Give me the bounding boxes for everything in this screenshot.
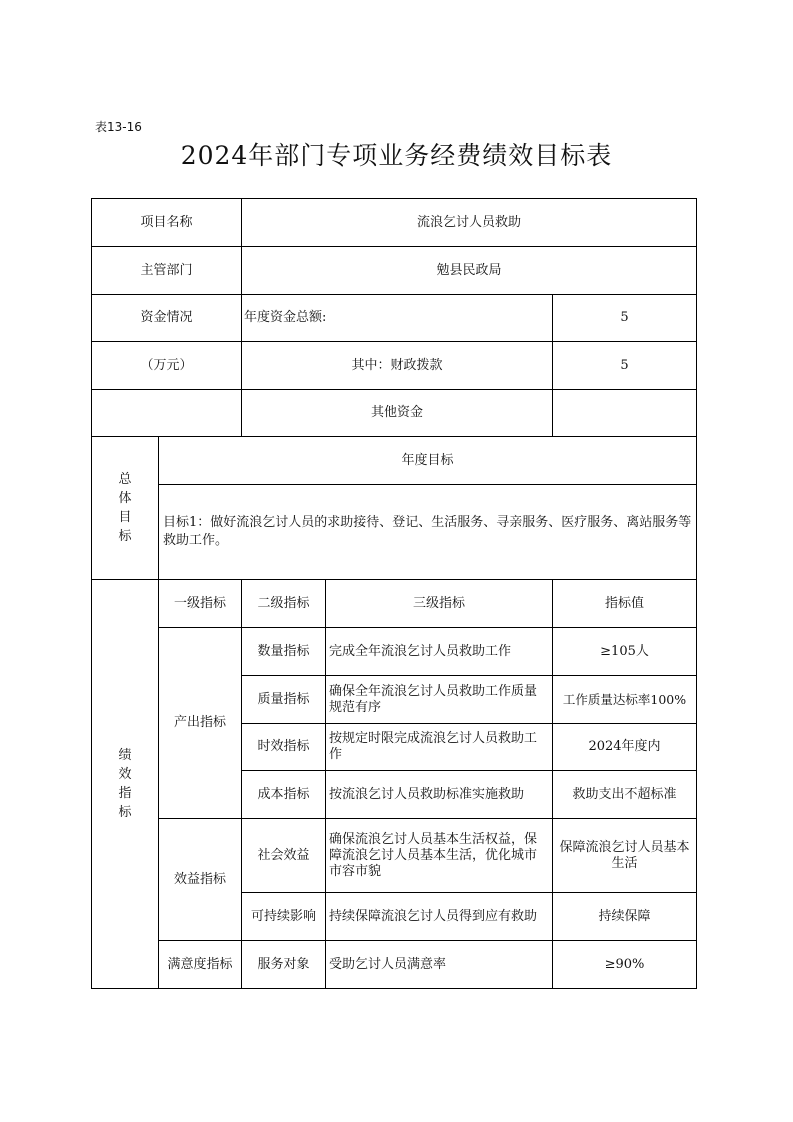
perf-indicator-label: 绩效指标 (92, 580, 159, 989)
level2-cell: 可持续影响 (242, 893, 326, 941)
other-fund-value (553, 390, 697, 437)
dept-value: 勉县民政局 (242, 247, 697, 295)
value-cell: ≥90% (553, 941, 697, 989)
empty-cell (92, 390, 242, 437)
fiscal-value: 5 (553, 342, 697, 390)
value-cell: 持续保障 (553, 893, 697, 941)
performance-table (91, 198, 697, 989)
fund-unit: （万元） (92, 342, 242, 390)
table-row (92, 941, 697, 989)
level3-cell: 持续保障流浪乞讨人员得到应有救助 (326, 893, 553, 941)
output-indicator-label: 产出指标 (159, 628, 242, 819)
value-cell: 救助支出不超标准 (553, 771, 697, 819)
fund-label: 资金情况 (92, 295, 242, 342)
annual-total-label: 年度资金总额: (242, 295, 553, 342)
project-name-value: 流浪乞讨人员救助 (242, 199, 697, 247)
level2-cell: 服务对象 (242, 941, 326, 989)
col-level2: 二级指标 (242, 580, 326, 628)
col-level1: 一级指标 (159, 580, 242, 628)
other-fund-label: 其他资金 (242, 390, 553, 437)
level3-cell: 按流浪乞讨人员救助标准实施救助 (326, 771, 553, 819)
level2-cell: 质量指标 (242, 676, 326, 724)
annual-goal-header: 年度目标 (159, 437, 697, 485)
value-cell: 工作质量达标率100% (553, 676, 697, 724)
value-cell: ≥105人 (553, 628, 697, 676)
fiscal-label: 其中：财政拨款 (242, 342, 553, 390)
row-fund-total (92, 295, 697, 342)
col-value: 指标值 (553, 580, 697, 628)
row-department (92, 247, 697, 295)
annual-goal-text: 目标1：做好流浪乞讨人员的求助接待、登记、生活服务、寻亲服务、医疗服务、离站服务等救助工作。 (159, 485, 697, 580)
project-name-label: 项目名称 (92, 199, 242, 247)
level3-cell: 确保流浪乞讨人员基本生活权益，保障流浪乞讨人员基本生活，优化城市市容市貌 (326, 819, 553, 893)
overall-goal-label: 总体目标 (92, 437, 159, 580)
annual-total-value: 5 (553, 295, 697, 342)
row-annual-goal-header (92, 437, 697, 485)
level3-cell: 按规定时限完成流浪乞讨人员救助工作 (326, 724, 553, 771)
level3-cell: 完成全年流浪乞讨人员救助工作 (326, 628, 553, 676)
benefit-indicator-label: 效益指标 (159, 819, 242, 941)
table-row (92, 819, 697, 893)
row-perf-header (92, 580, 697, 628)
level3-cell: 受助乞讨人员满意率 (326, 941, 553, 989)
level2-cell: 时效指标 (242, 724, 326, 771)
table-row (92, 628, 697, 676)
level3-cell: 确保全年流浪乞讨人员救助工作质量规范有序 (326, 676, 553, 724)
col-level3: 三级指标 (326, 580, 553, 628)
page-title: 2024年部门专项业务经费绩效目标表 (180, 141, 613, 170)
level2-cell: 数量指标 (242, 628, 326, 676)
dept-label: 主管部门 (92, 247, 242, 295)
level2-cell: 成本指标 (242, 771, 326, 819)
value-cell: 2024年度内 (553, 724, 697, 771)
value-cell: 保障流浪乞讨人员基本生活 (553, 819, 697, 893)
table-code: 表13-16 (95, 120, 142, 134)
level2-cell: 社会效益 (242, 819, 326, 893)
row-project-name (92, 199, 697, 247)
row-other-fund (92, 390, 697, 437)
row-fiscal (92, 342, 697, 390)
row-annual-goal (92, 485, 697, 580)
satisfaction-indicator-label: 满意度指标 (159, 941, 242, 989)
